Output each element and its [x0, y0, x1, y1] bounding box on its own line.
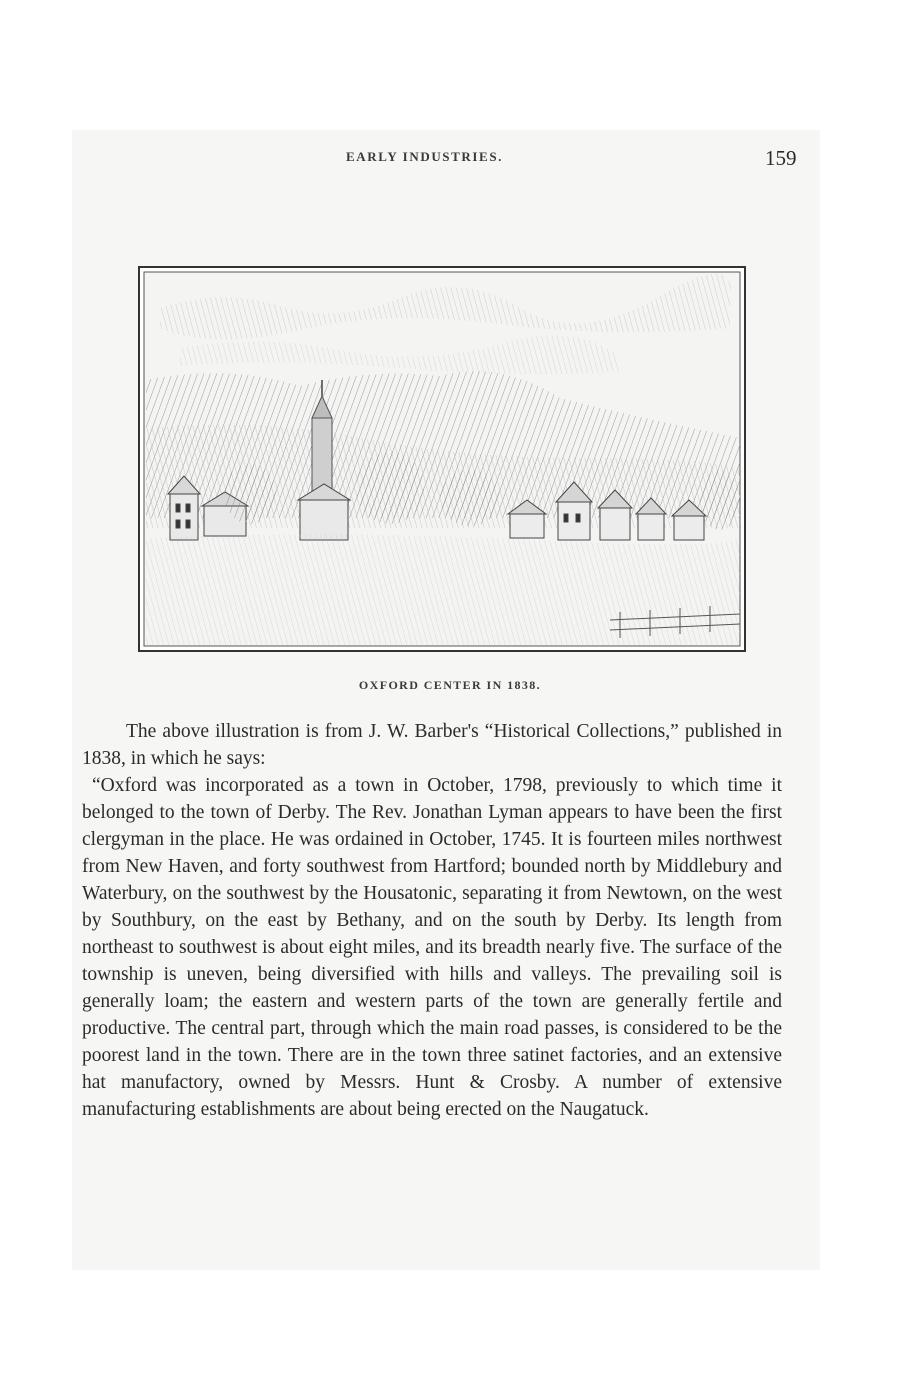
running-head: EARLY INDUSTRIES.	[346, 149, 504, 164]
body-text	[82, 718, 782, 1123]
engraving-oxford-center	[138, 266, 746, 652]
engraving-drawing	[140, 268, 744, 650]
paragraph-quotation: “Oxford was incorporated as a town in October, 1798, previously to which time it belonged to the town of Derby. The Rev. Jonathan Lyman appears to have been the first clergyman in the place. He was ordained in October, 1745. It is fourteen miles northwest from New Haven, and forty southwest from Hartford; bounded north by Middlebury and Waterbury, on the southwest by the Housatonic, separating it from Newtown, on the west by Southbury, on the east by Bethany, and on the south by Derby. Its length from northeast to southwest is about eight miles, and its breadth nearly five. The surface of the township is uneven, being diversified with hills and valleys. The prevailing soil is generally loam; the eastern and western parts of the town are generally fertile and productive. The central part, through which the main road passes, is considered to be the poorest land in the town. There are in the town three satinet factories, and an extensive hat manufactory, owned by Messrs. Hunt & Crosby. A number of extensive manufacturing establishments are about being erected on the Naugatuck.	[82, 775, 782, 1120]
page-number: 159	[765, 146, 797, 170]
paragraph-intro: The above illustration is from J. W. Barber's “Historical Collections,” published in 1838, in which he says:	[82, 721, 782, 769]
figure-caption: OXFORD CENTER IN 1838.	[358, 678, 542, 692]
